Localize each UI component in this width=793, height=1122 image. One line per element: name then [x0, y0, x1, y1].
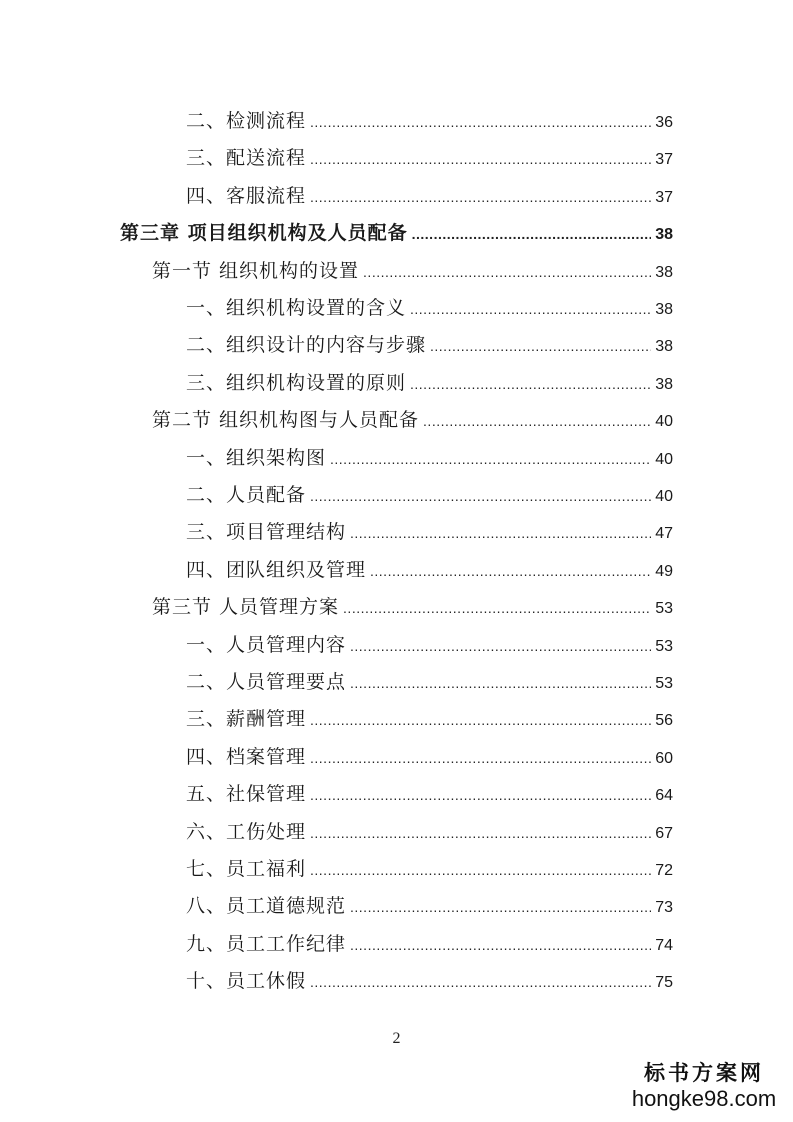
toc-item-entry[interactable] — [186, 779, 673, 809]
toc-entry-page: 64 — [655, 787, 673, 805]
toc-entry-title: 三、薪酬管理 — [186, 708, 307, 731]
toc-entry-page: 53 — [655, 637, 673, 655]
toc-item-entry[interactable] — [186, 891, 673, 921]
site-watermark — [629, 1060, 779, 1112]
toc-item-entry[interactable] — [186, 854, 673, 884]
toc-entry-title: 第三章 项目组织机构及人员配备 — [120, 222, 408, 245]
watermark-chinese: 标书方案网 — [644, 1060, 764, 1085]
toc-entry-page: 75 — [655, 974, 673, 992]
toc-entry-page: 56 — [655, 712, 673, 730]
toc-item-entry[interactable] — [186, 480, 673, 510]
toc-entry-page: 67 — [655, 824, 673, 842]
toc-item-entry[interactable] — [186, 143, 673, 173]
toc-item-entry[interactable] — [186, 630, 673, 660]
toc-dot-leader — [310, 190, 651, 204]
toc-dot-leader — [430, 339, 651, 353]
toc-item-entry[interactable] — [186, 667, 673, 697]
toc-entry-title: 十、员工休假 — [186, 970, 307, 993]
toc-entry-page: 38 — [655, 263, 673, 281]
toc-entry-page: 38 — [655, 375, 673, 393]
toc-entry-page: 37 — [655, 188, 673, 206]
toc-dot-leader — [423, 414, 651, 428]
toc-entry-page: 38 — [655, 226, 673, 244]
toc-dot-leader — [350, 639, 651, 653]
toc-dot-leader — [350, 526, 651, 540]
toc-entry-title: 三、配送流程 — [186, 147, 307, 170]
toc-dot-leader — [343, 601, 651, 615]
toc-dot-leader — [350, 900, 651, 914]
page-number: 2 — [392, 1030, 401, 1047]
toc-entry-title: 七、员工福利 — [186, 858, 307, 880]
toc-dot-leader — [310, 751, 651, 765]
toc-dot-leader — [370, 564, 651, 578]
toc-item-entry[interactable] — [186, 106, 673, 136]
toc-entry-page: 53 — [655, 675, 673, 692]
toc-entry-title: 五、社保管理 — [186, 783, 307, 806]
toc-entry-title: 四、团队组织及管理 — [186, 558, 367, 581]
toc-item-entry[interactable] — [186, 181, 673, 211]
toc-item-entry[interactable] — [186, 517, 673, 547]
toc-item-entry[interactable] — [186, 555, 673, 585]
toc-item-entry[interactable] — [186, 966, 673, 996]
toc-entry-page: 47 — [655, 525, 673, 543]
toc-entry-page: 38 — [655, 338, 673, 356]
toc-entry-title: 第一节 组织机构的设置 — [152, 259, 360, 282]
toc-dot-leader — [350, 676, 651, 690]
toc-dot-leader — [310, 975, 651, 989]
toc-item-entry[interactable] — [186, 368, 673, 398]
toc-item-entry[interactable] — [186, 742, 673, 772]
toc-dot-leader — [410, 302, 651, 316]
toc-dot-leader — [310, 788, 651, 802]
toc-entry-title: 八、员工道德规范 — [186, 895, 347, 918]
toc-entry-title: 一、组织机构设置的含义 — [186, 297, 407, 319]
toc-item-entry[interactable] — [186, 929, 673, 959]
toc-dot-leader — [350, 938, 651, 952]
toc-entry-page: 74 — [655, 936, 673, 954]
toc-entry-page: 40 — [655, 488, 673, 505]
toc-entry-page: 36 — [655, 114, 673, 131]
toc-entry-title: 第二节 组织机构图与人员配备 — [152, 409, 420, 432]
toc-entry-title: 二、人员配备 — [186, 484, 307, 506]
toc-item-entry[interactable] — [186, 817, 673, 847]
toc-dot-leader — [310, 489, 651, 503]
toc-entry-title: 四、档案管理 — [186, 745, 307, 768]
toc-entry-title: 一、组织架构图 — [186, 446, 327, 469]
toc-dot-leader — [310, 713, 651, 727]
toc-item-entry[interactable] — [186, 293, 673, 323]
toc-section-entry[interactable] — [152, 592, 673, 622]
toc-entry-page: 38 — [655, 301, 673, 318]
toc-entry-title: 二、组织设计的内容与步骤 — [186, 334, 427, 357]
toc-entry-title: 九、员工工作纪律 — [186, 932, 347, 955]
toc-dot-leader — [410, 377, 651, 391]
toc-dot-leader — [310, 152, 651, 166]
toc-section-entry[interactable] — [152, 405, 673, 435]
toc-chapter-entry[interactable] — [120, 218, 673, 248]
toc-dot-leader — [363, 265, 651, 279]
toc-entry-page: 49 — [655, 562, 673, 580]
toc-entry-title: 三、组织机构设置的原则 — [186, 371, 407, 394]
toc-entry-page: 72 — [655, 862, 673, 879]
toc-entry-title: 第三节 人员管理方案 — [152, 596, 340, 619]
toc-entry-page: 73 — [655, 899, 673, 917]
toc-section-entry[interactable] — [152, 256, 673, 286]
toc-dot-leader — [310, 826, 651, 840]
toc-entry-page: 53 — [655, 600, 673, 618]
toc-dot-leader — [330, 452, 651, 466]
toc-entry-title: 四、客服流程 — [186, 184, 307, 207]
toc-item-entry[interactable] — [186, 330, 673, 360]
toc-entry-title: 六、工伤处理 — [186, 820, 307, 843]
toc-entry-page: 40 — [655, 450, 673, 468]
toc-entry-page: 40 — [655, 413, 673, 431]
toc-entry-title: 三、项目管理结构 — [186, 521, 347, 544]
toc-dot-leader — [310, 115, 651, 129]
toc-entry-page: 37 — [655, 151, 673, 169]
toc-entry-title: 二、检测流程 — [186, 110, 307, 132]
toc-dot-leader — [310, 863, 651, 877]
toc-entry-title: 二、人员管理要点 — [186, 671, 347, 693]
toc-entry-title: 一、人员管理内容 — [186, 633, 347, 656]
toc-item-entry[interactable] — [186, 443, 673, 473]
toc-entry-page: 60 — [655, 749, 673, 767]
toc-item-entry[interactable] — [186, 704, 673, 734]
watermark-site: hongke98.com — [631, 1086, 777, 1111]
toc-dot-leader — [412, 227, 652, 241]
